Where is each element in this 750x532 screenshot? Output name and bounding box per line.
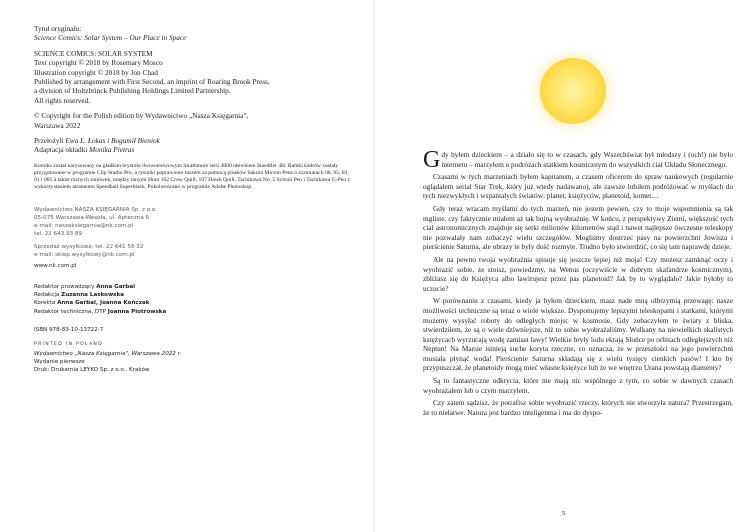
credit-line bbox=[34, 308, 365, 316]
publisher-line: 05-075 Warszawa-Wesoła, ul. Apteczna 6 bbox=[34, 214, 150, 221]
sales-line: e-mail: sklep.wysylkowy@nk.com.pl bbox=[34, 251, 135, 258]
edition-line: Wydanie pierwsze bbox=[34, 359, 85, 366]
credit-role: Korekta bbox=[34, 300, 58, 307]
cover-adaptation-name: Monika Pietras bbox=[89, 145, 135, 155]
paragraph: W porównaniu z czasami, kiedy ja byłem dzieckiem, masz nade mną olbrzymią przewagę: nasze możliwości techniczne są teraz o wiele większe. Dysponujemy lepszymi teleskopami i statkami, którymi możemy wysyłać roboty do odległych miejsc w kosmosie. Gdy zobaczyłem te światy z bliska, stwierdziłem, że są o wiele dziwniejsze, niż to sobie wyobrażaliśmy. Wulkany na niewielkich skalistych księżycach wyrzucają wodę zamiast lawy! Wielkie bryły lodu ekrają Słońce po orbitach odległejszych niż Neptun! Na Marsie istnieją suche koryta rzeczne, co oznacza, że w przeszłości na jego powierzchni musiała płynąć woda! Pierścienie Saturna składają się z wielu tysięcy cienkich pasów! I kto by przypuszczał, że planetoidy mogą mieć własne księżyce lub że we wnętrzu Urana powstają diamenty? bbox=[423, 296, 733, 373]
copyright-line: Illustration copyright © 2018 by Jon Chad bbox=[34, 67, 158, 77]
polish-copyright-line: Warszawa 2022 bbox=[34, 120, 81, 130]
paragraph: Są to fantastyczne odkrycia, które nie mają nic wspólnego z tym, co sobie w dawnych czasach wyobrażałem lub o czym marzyłem. bbox=[423, 376, 733, 395]
credit-role: Redakcja bbox=[34, 292, 62, 299]
publisher-line: Wydawnictwo NASZA KSIĘGARNIA Sp. z o.o. bbox=[34, 206, 157, 213]
right-page bbox=[375, 0, 750, 532]
paragraph-text: dy byłem dzieckiem – a działo się to w czasach, gdy Wszechświat był młodszy i (och!) nie było internetu – marzyłem o podróżach statkiem kosmicznym do wszystkich ciał Układu Słonecznego. bbox=[441, 150, 733, 169]
translators bbox=[34, 136, 365, 145]
edition-line: Wydawnictwo „Nasza Księgarnia", Warszawa 2022 r. bbox=[34, 350, 182, 357]
original-title: Science Comics: Solar System – Our Place in Space bbox=[34, 33, 187, 43]
paragraph: Ale na pewno twoja wyobraźnia spisuje się jeszcze lepiej niż moja! Czy możesz zamknąć oczy i wyobrazić sobie, że stoisz, powiedzmy, na Wenus (oczywiście w dobrym skafandrze kosmicznym), zbliżasz się do Księżyca albo lawirujesz przez pas planetoid? Jak by to wyglądało? Jakie byłoby to uczucie? bbox=[423, 254, 733, 293]
cover-adaptation-prefix: Adaptacja okładki bbox=[34, 145, 90, 155]
publisher-line: e-mail: naszaksiegarnia@nk.com.pl bbox=[34, 223, 134, 230]
credit-name: Anna Garbal bbox=[96, 283, 136, 290]
paragraph: Czasami w tych marzeniach byłem kapitanem, a czasem oficerem do spraw naukowych (regularnie oglądałem serial Star Trek, który już wtedy nadawano), ale zawsze lubiłem podróżować w myślach do tych niezwykłych i wspaniałych światów: planet, księżyców, planetoid, komet… bbox=[423, 172, 733, 201]
credit-line bbox=[34, 299, 365, 307]
polish-copyright-line: © Copyright for the Polish edition by Wydawnictwo „Nasza Księgarnia", bbox=[34, 111, 249, 121]
credits-block bbox=[34, 283, 365, 316]
paragraph: Czy zatem sądzisz, że potrafisz sobie wyobrazić rzeczy, których nie stworzyła natura? Przestrzegam, że to niełatwe. Natura jest bardzo inteligentna i ma do dyspo- bbox=[423, 398, 733, 417]
page-number: 5 bbox=[562, 510, 566, 517]
isbn: ISBN 978-83-10-13722-7 bbox=[34, 326, 104, 333]
sun-illustration bbox=[540, 58, 606, 124]
paragraph bbox=[423, 147, 733, 173]
paragraph: Gdy teraz wracam myślami do tych marzeń, nie jestem pewien, czy to moje wspomnienia są tak mgliste, czy faktycznie miałem aż tak bujną wyobraźnię. W końcu, z perspektywy Ziemi, większość tych ciał astronomicznych znajduje się setki milionów kilometrów stąd i nawet najlepsze ówczesne teleskopy nie pozwalały nam zobaczyć wielu szczegółów. Mogliśmy dostrzec pasy na powierzchni Jowisza i pierścienie Saturna, ale obrazy te były dość rozmyte. Trudno było stwierdzić, co się tam naprawdę dzieje. bbox=[423, 203, 733, 252]
copyright-line: Published by arrangement with First Second, an imprint of Roaring Brook Press, bbox=[34, 77, 270, 87]
dropcap: G bbox=[423, 147, 441, 173]
sales-line: Sprzedaż wysyłkowa: tel. 22 641 56 32 bbox=[34, 243, 144, 250]
publisher-line: tel. 22 643 93 89 bbox=[34, 231, 83, 238]
copyright-block bbox=[34, 49, 365, 105]
tech-note: Komiks został narysowany na gładkim brystolu dwuwarstwowym Strathmore serii 4000 ołówkiem Staedtler 4H. Ramki kadrów zostały przygotowane w programie Clip Studio Pro, a rysunki poprawiono tuszem za pomocą pisaków Sakura Micron Pens o rozmiarach 08, 05, 03, 01 i 005 a także różnych stalówek, między innymi Hunt 102 Crow Quill, 107 Hawk Quill, Tachikawa No. 5 School Pen i Tachikawa G-Pen z wykorzystaniem atramentu Speedball Superblack. Pokolorowano w programie Adobe Photoshop. bbox=[34, 162, 350, 191]
credit-role: Redaktor techniczna, DTP bbox=[34, 308, 108, 315]
publisher-address bbox=[34, 206, 365, 239]
printed-in: PRINTED IN POLAND bbox=[34, 341, 103, 347]
credit-name: Anna Garbal, Joanna Kończak bbox=[57, 300, 150, 307]
body-text bbox=[423, 147, 733, 420]
edition-line: Druk: Drukarnia LEYKO Sp. z o.o., Kraków bbox=[34, 367, 150, 374]
copyright-line: SCIENCE COMICS: SOLAR SYSTEM bbox=[34, 48, 153, 58]
copyright-line: All rights reserved. bbox=[34, 95, 91, 105]
website-link[interactable]: www.nk.com.pl bbox=[34, 262, 77, 269]
credit-line bbox=[34, 283, 365, 291]
credit-name: Joanna Piotrowska bbox=[107, 308, 167, 315]
edition-block bbox=[34, 350, 365, 375]
cover-adaptation bbox=[34, 145, 365, 154]
sales-contact bbox=[34, 243, 365, 259]
credit-name: Zuzanna Laskowska bbox=[61, 292, 124, 299]
credit-role: Redaktor prowadzący bbox=[34, 283, 97, 290]
copyright-line: a division of Holtzbrinck Publishing Holdings Limited Partnership. bbox=[34, 86, 231, 96]
copyright-line: Text copyright © 2018 by Rosemary Mosco bbox=[34, 58, 163, 68]
translators-prefix: Przełożyli bbox=[34, 136, 66, 146]
polish-copyright-block bbox=[34, 111, 365, 130]
translators-names: Ewa L. Łokas i Bogumił Bieniok bbox=[65, 136, 160, 146]
credit-line bbox=[34, 291, 365, 299]
original-title-label: Tytuł oryginału: bbox=[34, 24, 82, 33]
